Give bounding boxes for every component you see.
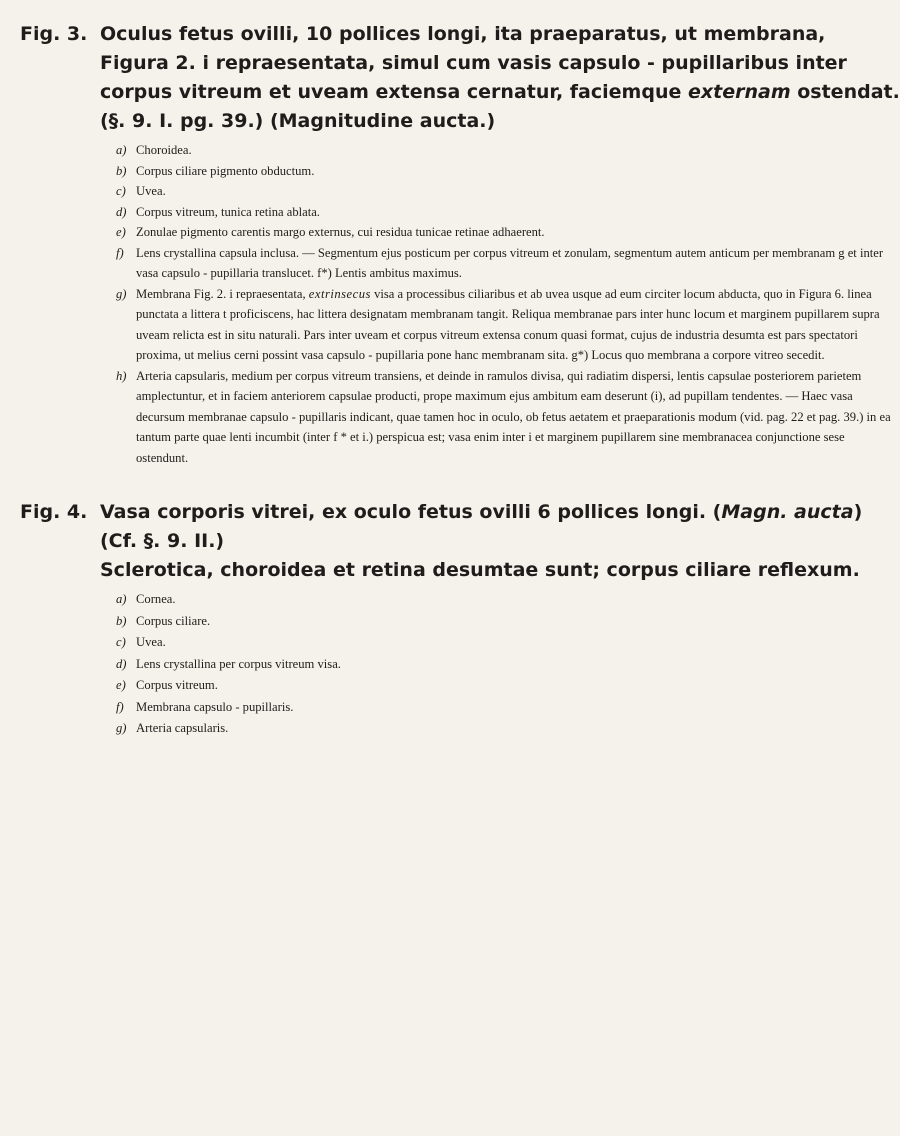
fig3-heading-line3 bbox=[100, 78, 900, 107]
legend-item: a) Cornea. bbox=[116, 592, 176, 606]
fig3-heading-line3-em: externam bbox=[687, 81, 791, 103]
legend-item: a) Choroidea. bbox=[116, 143, 192, 157]
legend-item: g) Arteria capsularis. bbox=[116, 721, 229, 735]
legend-item: g) Membrana Fig. 2. i repraesentata, extrinsecus visa a processibus ciliaribus et ab uvea usque ad eum circiter locum abducta, quo in Figura 6. linea punctata a littera t proficiscens, hac littera designatam membranam tangit. Reliqua membranae pars inter hunc locum et marginem pupillarem supra uveam relicta est in situ naturali. Pars inter uveam et corpus vitreum extensa conum quasi format, cujus de industria desumta est pars spectatori proxima, ut melius cerni possint vasa capsulo - pupillaria pone hanc membranam sita. g*) Locus quo membrana a corpore vitreo secedit. bbox=[116, 286, 880, 362]
legend-item: b) Corpus ciliare pigmento obductum. bbox=[116, 163, 315, 178]
fig3-section bbox=[20, 20, 900, 468]
fig3-heading-line4: (§. 9. I. pg. 39.) (Magnitudine aucta.) bbox=[100, 110, 496, 132]
fig3-legend bbox=[100, 140, 900, 468]
fig4-heading-line3: Sclerotica, choroidea et retina desumtae sunt; corpus ciliare reflexum. bbox=[100, 559, 860, 581]
fig4-label: Fig. 4. bbox=[20, 501, 88, 523]
legend-item: c) Uvea. bbox=[116, 184, 166, 198]
legend-item: c) Uvea. bbox=[116, 635, 166, 649]
fig4-section bbox=[20, 498, 863, 740]
fig3-heading-line3-a: corpus vitreum et uveam extensa cernatur, faciemque bbox=[100, 81, 688, 103]
legend-item: d) Lens crystallina per corpus vitreum visa. bbox=[116, 656, 341, 671]
fig3-body bbox=[100, 20, 900, 468]
legend-item: e) Zonulae pigmento carentis margo externus, cui residua tunicae retinae adhaerent. bbox=[116, 225, 545, 239]
fig3-heading-line1: Oculus fetus ovilli, 10 pollices longi, ita praeparatus, ut membrana, bbox=[100, 23, 826, 45]
legend-item: f) Lens crystallina capsula inclusa. — Segmentum ejus posticum per corpus vitreum et zonulam, segmentum autem anticum per membranam g et inter vasa capsulo - pupillaria translucet. f*) Lentis ambitus maximus. bbox=[116, 245, 884, 280]
legend-item: b) Corpus ciliare. bbox=[116, 613, 211, 628]
fig4-body bbox=[100, 498, 862, 740]
fig4-heading-line2: (Cf. §. 9. II.) bbox=[100, 530, 225, 552]
legend-item: f) Membrana capsulo - pupillaris. bbox=[116, 699, 294, 714]
fig4-legend bbox=[100, 589, 862, 740]
fig3-label: Fig. 3. bbox=[20, 23, 88, 45]
legend-item: e) Corpus vitreum. bbox=[116, 678, 218, 692]
fig3-heading-line2: Figura 2. i repraesentata, simul cum vasis capsulo - pupillaribus inter bbox=[100, 52, 847, 74]
legend-item: h) Arteria capsularis, medium per corpus vitreum transiens, et deinde in ramulos divisa, qui radiatim dispersi, lentis capsulae posteriorem parietem amplectuntur, et in faciem anteriorem capsulae producti, prope maximum ejus ambitum eam deserunt (i), ad pupillam tendentes. — Haec vasa decursum membranae capsulo - pupillaris indicant, quae tamen hoc in oculo, ob fetus aetatem et praeparationis modum (vid. pag. 22 et pag. 39.) in ea tantum parte quae lenti incumbit (inter f * et i.) perspicua est; vasa enim inter i et marginem pupillarem sine membranacea conjunctione sese ostendunt. bbox=[116, 368, 891, 465]
fig4-heading-line1: Vasa corporis vitrei, ex oculo fetus ovilli 6 pollices longi. (Magn. aucta) bbox=[100, 501, 863, 523]
fig3-heading-line3-b: ostendat. bbox=[790, 81, 900, 103]
legend-item: d) Corpus vitreum, tunica retina ablata. bbox=[116, 204, 320, 219]
